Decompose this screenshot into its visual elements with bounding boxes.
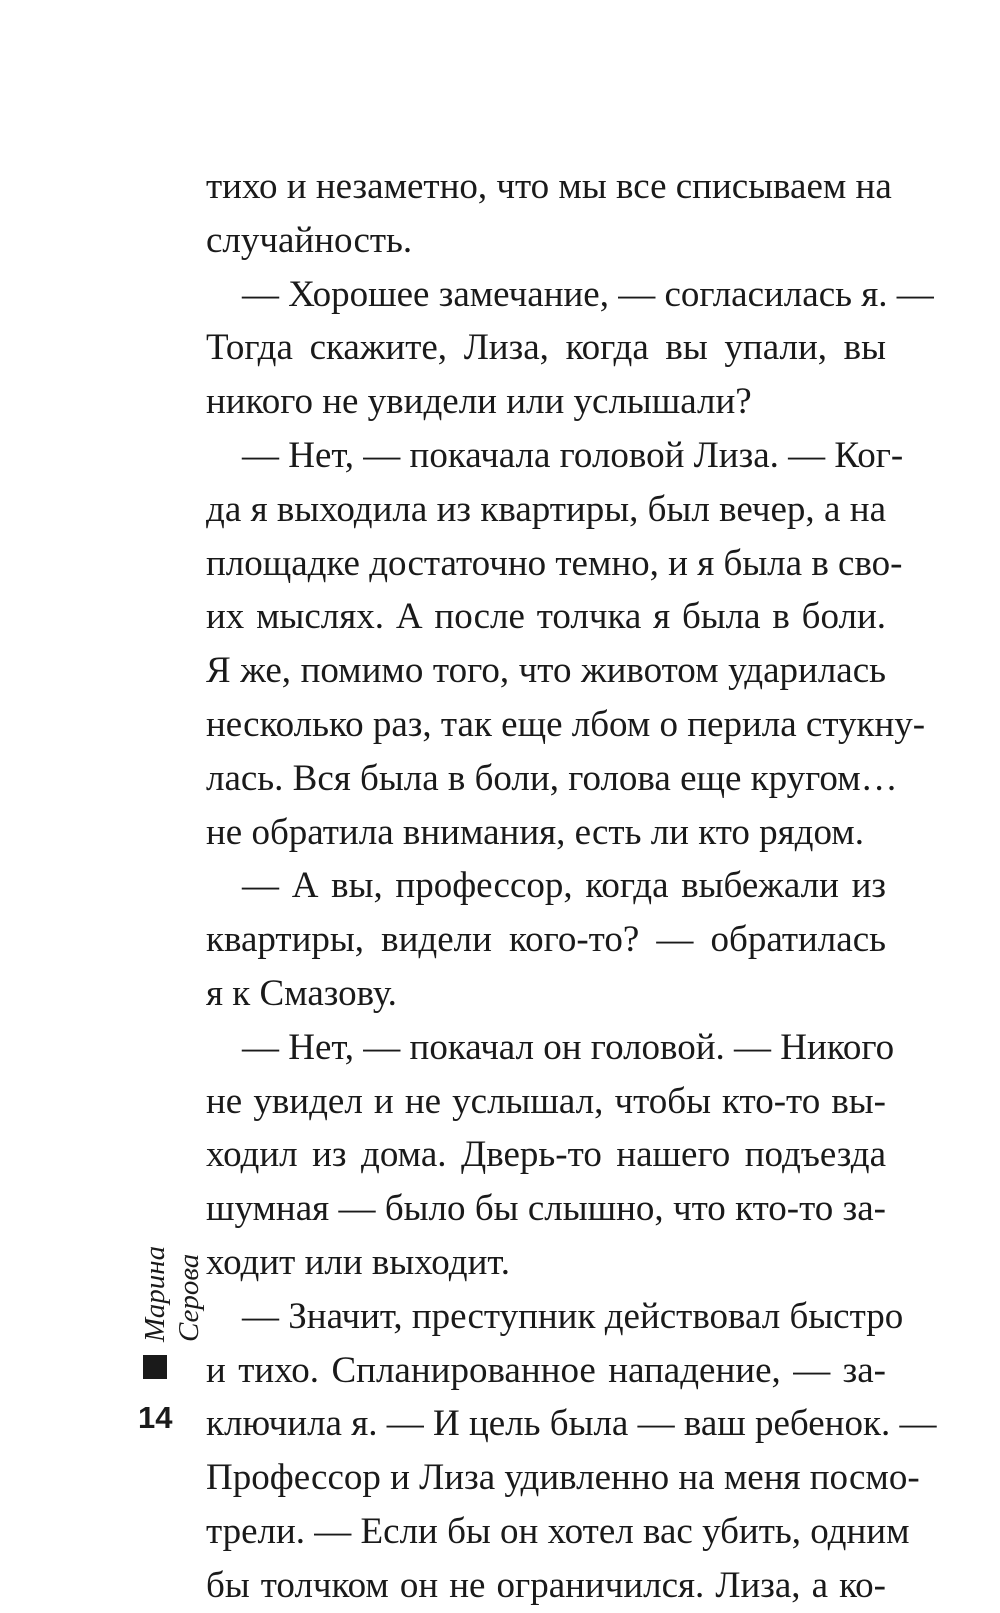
- text-line: ходил из дома. Дверь-то нашего подъезда: [206, 1134, 886, 1176]
- text-line: — Нет, — покачал он головой. — Никого: [242, 1026, 895, 1068]
- square-marker-icon: [143, 1355, 167, 1379]
- text-line: — Нет, — покачала головой Лиза. — Ког-: [242, 434, 904, 476]
- text-line: случайность.: [206, 219, 413, 261]
- text-line: никого не увидели или услышали?: [206, 381, 752, 423]
- text-line: ходит или выходит.: [206, 1241, 511, 1283]
- text-line: не увидел и не услышал, чтобы кто-то вы-: [206, 1080, 886, 1122]
- text-line: лась. Вся была в боли, голова еще кругом…: [206, 757, 898, 799]
- text-line: квартиры, видели кого-то? — обратилась: [206, 919, 886, 961]
- text-line: — А вы, профессор, когда выбежали из: [242, 865, 886, 907]
- text-line: Тогда скажите, Лиза, когда вы упали, вы: [206, 327, 886, 369]
- text-line: Профессор и Лиза удивленно на меня посмо-: [206, 1457, 920, 1499]
- text-line: тихо и незаметно, что мы все списываем на: [206, 166, 892, 207]
- text-line: трели. — Если бы он хотел вас убить, одним: [206, 1510, 910, 1552]
- page-number: 14: [138, 1400, 173, 1435]
- text-line: ключила я. — И цель была — ваш ребенок. —: [206, 1403, 937, 1445]
- text-line: — Значит, преступник действовал быстро: [242, 1295, 904, 1337]
- text-line: их мыслях. А после толчка я была в боли.: [206, 596, 886, 638]
- body-text: [206, 160, 937, 1613]
- text-line: площадке достаточно темно, и я была в сво-: [206, 542, 903, 584]
- text-line: шумная — было бы слышно, что кто-то за-: [206, 1188, 886, 1230]
- text-line: — Хорошее замечание, — согласилась я. —: [242, 273, 934, 315]
- text-line: несколько раз, так еще лбом о перила стукну-: [206, 703, 926, 745]
- text-line: не обратила внимания, есть ли кто рядом.: [206, 811, 864, 853]
- text-line: я к Смазову.: [206, 972, 397, 1014]
- text-line: бы толчком он не ограничился. Лиза, а ко-: [206, 1564, 886, 1606]
- author-running-head: Марина Серова: [139, 1245, 205, 1342]
- text-line: и тихо. Спланированное нападение, — за-: [206, 1349, 886, 1391]
- text-line: да я выходила из квартиры, был вечер, а на: [206, 488, 886, 530]
- text-line: Я же, помимо того, что животом ударилась: [206, 650, 886, 692]
